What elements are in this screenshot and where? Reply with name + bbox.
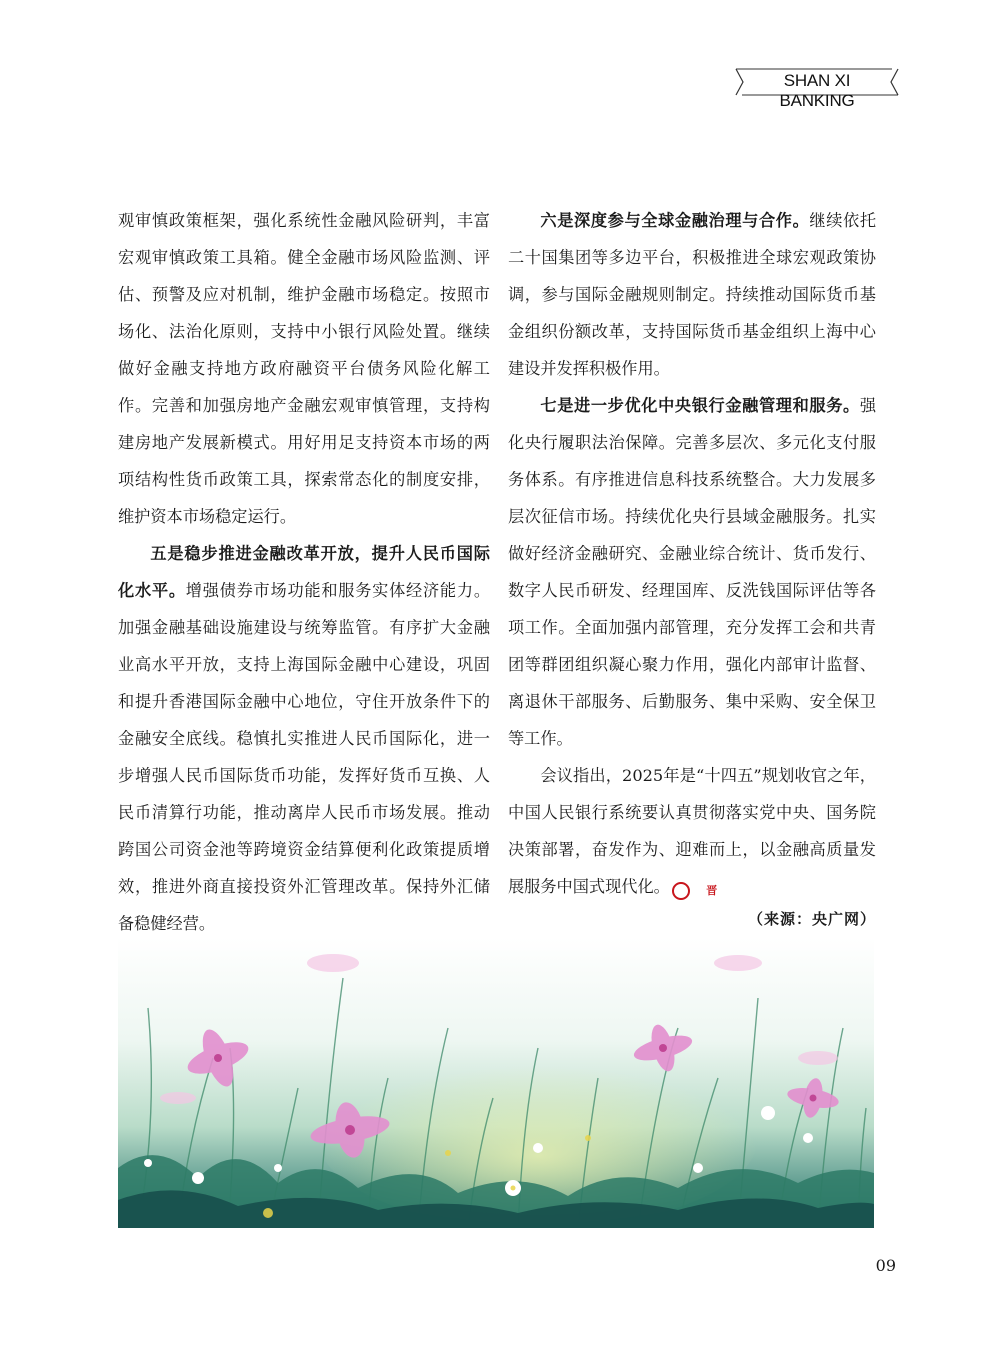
left-column	[118, 202, 490, 942]
journal-header-badge	[734, 68, 900, 110]
page-number: 09	[875, 1256, 896, 1275]
section-seven-body: 强化央行履职法治保障。完善多层次、多元化支付服务体系。有序推进信息科技系统整合。大力发展多层次征信市场。持续优化央行县域金融服务。扎实做好经济金融研究、金融业综合统计、货币发行、数字人民币研发、经理国库、反洗钱国际评估等各项工作。全面加强内部管理，充分发挥工会和共青团等群团组织凝心聚力作用，强化内部审计监督、离退休干部服务、后勤服务、集中采购、安全保卫等工作。	[508, 396, 876, 748]
journal-name: SHAN XI BANKING	[779, 71, 855, 110]
right-paragraph-1	[508, 202, 876, 387]
right-column	[508, 202, 876, 905]
right-paragraph-2	[508, 387, 876, 757]
section-five-body: 增强债券市场功能和服务实体经济能力。加强金融基础设施建设与统筹监管。有序扩大金融业高水平开放，支持上海国际金融中心建设，巩固和提升香港国际金融中心地位，守住开放条件下的金融安全底线。稳慎扎实推进人民币国际化，进一步增强人民币国际货币功能，发挥好货币互换、人民币清算行功能，推动离岸人民币市场发展。推动跨国公司资金池等跨境资金结算便利化政策提质增效，推进外商直接投资外汇管理改革。保持外汇储备稳健经营。	[118, 581, 491, 933]
section-five-heading: 五是稳步推进金融改革开放，提升人民币国际化水平。	[118, 544, 490, 600]
section-seven-heading: 七是进一步优化中央银行金融管理和服务。	[540, 396, 860, 415]
left-paragraph-2	[118, 535, 490, 942]
flower-field-illustration	[118, 938, 874, 1228]
left-paragraph-1: 观审慎政策框架，强化系统性金融风险研判，丰富宏观审慎政策工具箱。健全金融市场风险监测、评估、预警及应对机制，维护金融市场稳定。按照市场化、法治化原则，支持中小银行风险处置。继续做好金融支持地方政府融资平台债务风险化解工作。完善和加强房地产金融宏观审慎管理，支持构建房地产发展新模式。用好用足支持资本市场的两项结构性货币政策工具，探索常态化的制度安排，维护资本市场稳定运行。	[118, 211, 490, 526]
article-source: （来源：央广网）	[747, 910, 876, 928]
right-paragraph-3	[508, 757, 876, 905]
section-six-body: 继续依托二十国集团等多边平台，积极推进全球宏观政策协调，参与国际金融规则制定。持续推动国际货币基金组织份额改革，支持国际货币基金组织上海中心建设并发挥积极作用。	[508, 211, 877, 378]
conclusion-text: 会议指出，2025年是“十四五”规划收官之年，中国人民银行系统要认真贯彻落实党中央、国务院决策部署，奋发作为、迎难而上，以金融高质量发展服务中国式现代化。	[508, 766, 876, 896]
end-of-article-logo-icon: 晋	[672, 882, 690, 900]
section-six-heading: 六是深度参与全球金融治理与合作。	[540, 211, 810, 230]
